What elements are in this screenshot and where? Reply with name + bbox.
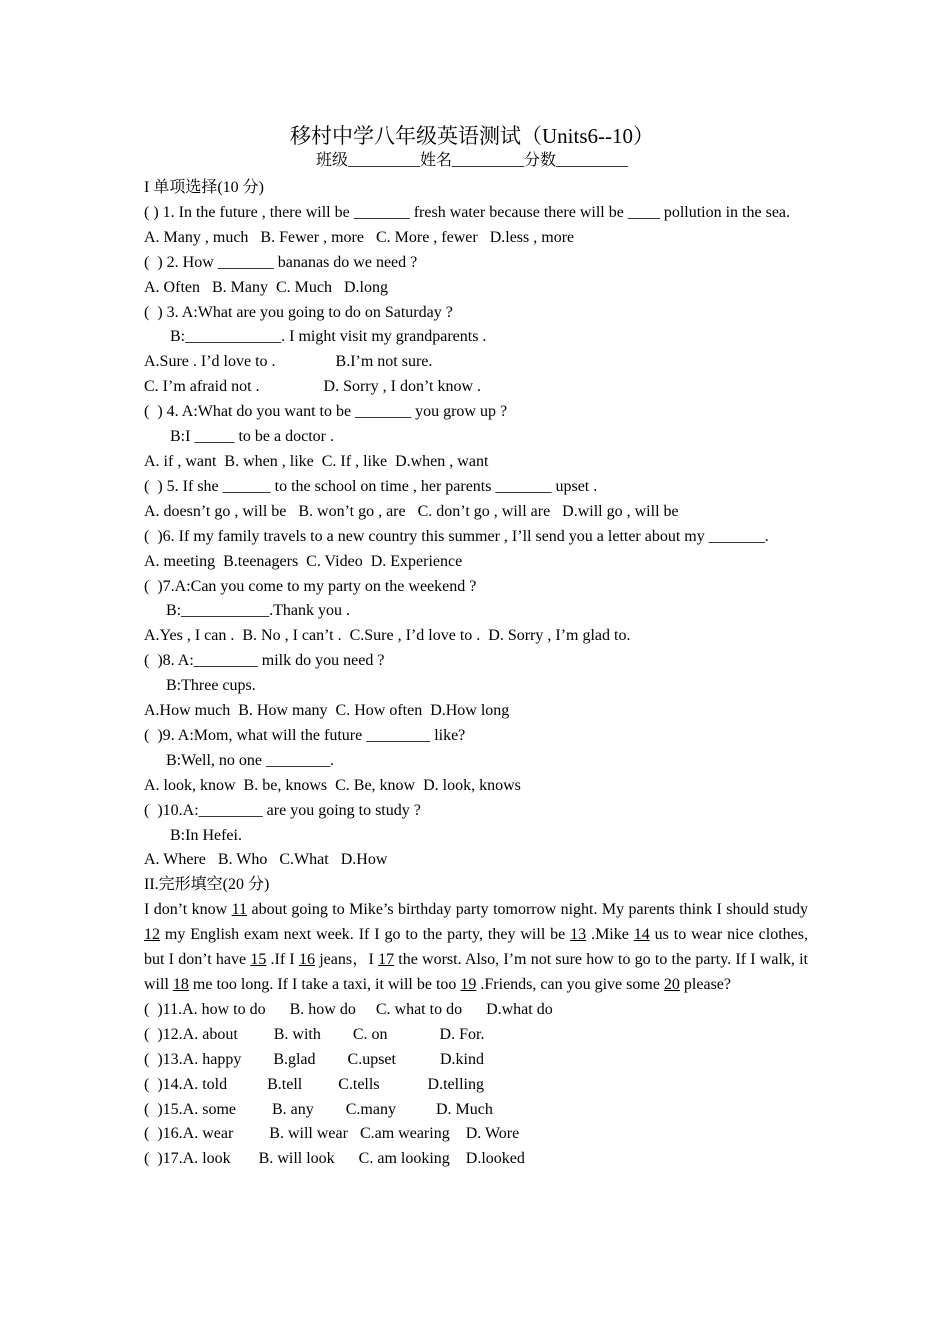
- blank-number: 18: [172, 976, 189, 993]
- question-line: ( ) 1. In the future , there will be _______ fresh water because there will be ____ pollution in the sea.: [144, 203, 791, 221]
- passage-text: .Mike: [586, 926, 634, 944]
- option-line: A.Sure . I’d love to . B.I’m not sure.: [144, 353, 433, 371]
- question-line: ( )10.A:________ are you going to study ?: [144, 801, 421, 819]
- option-line: A.Yes , I can . B. No , I can’t . C.Sure , I’d love to . D. Sorry , I’m glad to.: [144, 627, 631, 645]
- student-info-line: 班级_________姓名_________分数_________: [315, 152, 628, 169]
- cloze-passage: [144, 898, 808, 998]
- passage-text: the worst. Also, I’m not sure how to go to the party. If I walk, it will: [144, 951, 808, 993]
- blank-number: 17: [378, 951, 395, 969]
- passage-text: please?: [679, 976, 731, 993]
- blank-number: 14: [633, 926, 650, 944]
- dialogue-line: B:___________.Thank you .: [166, 602, 350, 620]
- passage-text: .If I: [266, 951, 299, 969]
- option-line: A. Many , much B. Fewer , more C. More , fewer D.less , more: [144, 228, 575, 246]
- option-line: A. Often B. Many C. Much D.long: [144, 278, 388, 296]
- question-line: ( ) 3. A:What are you going to do on Saturday ?: [144, 303, 453, 321]
- question-line: ( ) 5. If she ______ to the school on time , her parents _______ upset .: [144, 477, 598, 495]
- question-line: ( )9. A:Mom, what will the future ________ like?: [144, 726, 466, 744]
- blank-number: 20: [663, 976, 680, 993]
- question-line: ( )8. A:________ milk do you need ?: [144, 652, 385, 670]
- option-line: A.How much B. How many C. How often D.How long: [144, 702, 510, 720]
- option-line: A. meeting B.teenagers C. Video D. Experience: [144, 552, 463, 570]
- cloze-option-line: ( )17.A. look B. will look C. am looking D.looked: [144, 1150, 525, 1168]
- question-line: ( ) 2. How _______ bananas do we need ?: [144, 253, 418, 271]
- passage-text: us to wear nice clothes, but I don’t have: [144, 926, 808, 969]
- passage-text: about going to Mike’s birthday party tomorrow night. My parents think I should study: [247, 901, 809, 919]
- option-line: A. if , want B. when , like C. If , like D.when , want: [144, 452, 489, 470]
- dialogue-line: B:Well, no one ________.: [166, 751, 335, 769]
- option-line: C. I’m afraid not . D. Sorry , I don’t know .: [144, 378, 481, 396]
- question-line: ( ) 4. A:What do you want to be _______ you grow up ?: [144, 403, 508, 421]
- section-heading: I 单项选择(10 分): [144, 179, 264, 196]
- blank-number: 11: [231, 901, 248, 919]
- dialogue-line: B:Three cups.: [166, 677, 256, 695]
- cloze-option-line: ( )14.A. told B.tell C.tells D.telling: [144, 1075, 484, 1093]
- question-line: ( )7.A:Can you come to my party on the weekend ?: [144, 577, 477, 595]
- cloze-option-line: ( )15.A. some B. any C.many D. Much: [144, 1100, 493, 1118]
- dialogue-line: B:____________. I might visit my grandparents .: [170, 328, 487, 346]
- exam-page: [144, 122, 808, 1172]
- passage-text: my English exam next week. If I go to the party, they will be: [160, 926, 571, 944]
- blank-number: 15: [250, 951, 267, 969]
- blank-number: 19: [460, 976, 477, 993]
- blank-number: 12: [144, 926, 160, 944]
- question-line: ( )6. If my family travels to a new country this summer , I’ll send you a letter about my _______.: [144, 527, 769, 545]
- cloze-option-line: ( )13.A. happy B.glad C.upset D.kind: [144, 1050, 484, 1068]
- cloze-option-line: ( )11.A. how to do B. how do C. what to do D.what do: [144, 1000, 553, 1018]
- blank-number: 13: [570, 926, 587, 944]
- section-heading: II.完形填空(20 分): [144, 876, 270, 894]
- cloze-option-line: ( )16.A. wear B. will wear C.am wearing D. Wore: [144, 1125, 520, 1143]
- dialogue-line: B:In Hefei.: [170, 826, 242, 844]
- passage-text: me too long. If I take a taxi, it will be too: [188, 976, 461, 993]
- page-title: 移村中学八年级英语测试（Units6--10）: [290, 124, 654, 148]
- cloze-option-line: ( )12.A. about B. with C. on D. For.: [144, 1025, 485, 1043]
- passage-text: jeans，I: [314, 951, 379, 969]
- option-line: A. look, know B. be, knows C. Be, know D. look, knows: [144, 776, 521, 794]
- option-line: A. Where B. Who C.What D.How: [144, 851, 388, 869]
- dialogue-line: B:I _____ to be a doctor .: [170, 428, 334, 446]
- passage-text: I don’t know: [144, 901, 232, 919]
- passage-text: .Friends, can you give some: [476, 976, 664, 993]
- option-line: A. doesn’t go , will be B. won’t go , are C. don’t go , will are D.will go , will be: [144, 502, 679, 520]
- blank-number: 16: [298, 951, 315, 969]
